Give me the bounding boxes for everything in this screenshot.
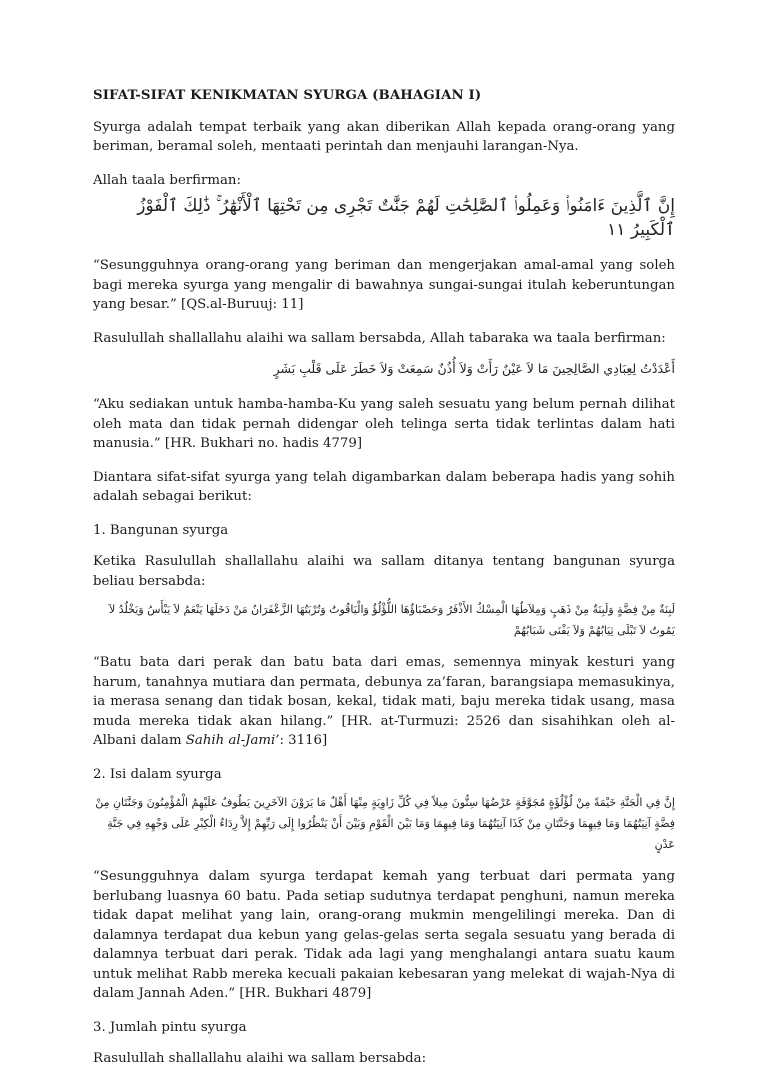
hadith-qudsi-translation: “Aku sediakan untuk hamba-hamba-Ku yang saleh sesuatu yang belum pernah dilihat oleh mata dan tidak pernah didengar oleh telinga serta tidak terlintas dalam hati manusia.” [HR. Bukhari no. hadis 4779] — [93, 397, 675, 451]
section-heading-bangunan: 1. Bangunan syurga — [93, 522, 229, 538]
section-heading-isi: 2. Isi dalam syurga — [93, 766, 222, 782]
section1-translation-text: “Batu bata dari perak dan batu bata dari emas, semennya minyak kesturi yang harum, tanahnya mutiara dan permata, debunya za’faran, barangsiapa memasukinya, ia merasa senang dan tidak bosan, kekal, tidak mati, baju mereka tidak usang, masa muda mereka tidak akan hilang.” [HR. at-Turmuzi: 2526 dan sisahihkan oleh al-Albani dalam — [93, 655, 675, 748]
section-heading-pintu: 3. Jumlah pintu syurga — [93, 1019, 247, 1035]
page-title: SIFAT-SIFAT KENIKMATAN SYURGA (BAHAGIAN I) — [93, 88, 482, 103]
section1-translation — [93, 653, 675, 751]
hadith-qudsi-arabic: أَعْدَدْتُ لِعِبَادِي الصَّالِحِينَ مَا لاَ عَيْنٌ رَأَتْ وَلاَ أُذُنٌ سَمِعَتْ وَلاَ خَطَرَ عَلَى قَلْبِ بَشَرٍ — [273, 361, 675, 376]
section1-arabic: لَبِنَةٌ مِنْ فِضَّةٍ وَلَبِنَةٌ مِنْ ذَهَبٍ وَمِلاَطُهَا الْمِسْكُ الأَذْفَرُ وَحَصْبَاؤُهَا اللُّؤْلُؤُ وَالْيَاقُوتُ وَتُرْبَتُهَا الزَّعْفَرَانُ مَنْ دَخَلَهَا يَنْعَمُ لاَ يَبْأَسُ وَيَخْلُدُ لاَ يَمُوتُ لاَ تَبْلَى ثِيَابُهُمْ وَلاَ يَفْنَى شَبَابُهُمْ — [108, 603, 675, 637]
intro-paragraph: Syurga adalah tempat terbaik yang akan diberikan Allah kepada orang-orang yang beriman, beramal soleh, mentaati perintah dan menjauhi larangan-Nya. — [93, 119, 675, 154]
section1-source-end: : 3116] — [279, 733, 328, 748]
ayah-translation: “Sesungguhnya orang-orang yang beriman dan mengerjakan amal-amal yang soleh bagi mereka syurga yang mengalir di bawahnya sungai-sungai itulah keberuntungan yang besar.” [QS.al-Buruuj: 11] — [93, 258, 675, 312]
section2-arabic: إِنَّ فِي الْجَنَّةِ خَيْمَةً مِنْ لُؤْلُؤَةٍ مُجَوَّفَةٍ عَرْضُهَا سِتُّونَ مِيلاً فِي كُلِّ زَاوِيَةٍ مِنْهَا أَهْلٌ مَا يَرَوْنَ الآخَرِينَ يَطُوفُ عَلَيْهِمُ الْمُؤْمِنُونَ وَجَنَّتَانِ مِنْ فِضَّةٍ آنِيَتُهُمَا وَمَا فِيهِمَا وَجَنَّتَانِ مِنْ كَذَا آنِيَتُهُمَا وَمَا فِيهِمَا وَمَا بَيْنَ الْقَوْمِ وَبَيْنَ أَنْ يَنْظُرُوا إِلَى رَبِّهِمْ إِلاَّ رِدَاءُ الْكِبْرِ عَلَى وَجْهِهِ فِي جَنَّةِ عَدْنٍ — [95, 796, 675, 851]
quran-ayah-arabic: إِنَّ ٱلَّذِينَ ءَامَنُوا۟ وَعَمِلُوا۟ ٱلصَّٰلِحَٰتِ لَهُمْ جَنَّٰتٌ تَجْرِى مِن تَحْتِهَا ٱلْأَنْهَٰرُ ۚ ذَٰلِكَ ٱلْفَوْزُ ٱلْكَبِيرُ ١١ — [137, 196, 675, 240]
section1-intro: Ketika Rasulullah shallallahu alaihi wa sallam ditanya tentang bangunan syurga beliau bersabda: — [93, 554, 675, 589]
section2-translation: “Sesungguhnya dalam syurga terdapat kemah yang terbuat dari permata yang berlubang luasnya 60 batu. Pada setiap sudutnya terdapat penghuni, namun mereka tidak dapat melihat yang lain, orang-orang mukmin mengelilingi mereka. Dan di dalamnya terdapat dua kebun yang gelas-gelas serta segala sesuatu yang berada di dalamnya terbuat dari perak. Tidak ada lagi yang menghalangi antara suatu kaum untuk melihat Rabb mereka kecuali pakaian kebesaran yang melekat di wajah-Nya di dalam Jannah Aden.” [HR. Bukhari 4879] — [93, 869, 675, 1001]
rasul-says-line: Rasulullah shallallahu alaihi wa sallam bersabda, Allah tabaraka wa taala berfirman: — [93, 330, 666, 346]
allah-says-line: Allah taala berfirman: — [93, 172, 241, 188]
section1-source-title: Sahih al-Jami’ — [185, 733, 280, 748]
diantara-paragraph: Diantara sifat-sifat syurga yang telah digambarkan dalam beberapa hadis yang sohih adalah sebagai berikut: — [93, 469, 675, 504]
section3-intro: Rasulullah shallallahu alaihi wa sallam bersabda: — [93, 1051, 427, 1066]
